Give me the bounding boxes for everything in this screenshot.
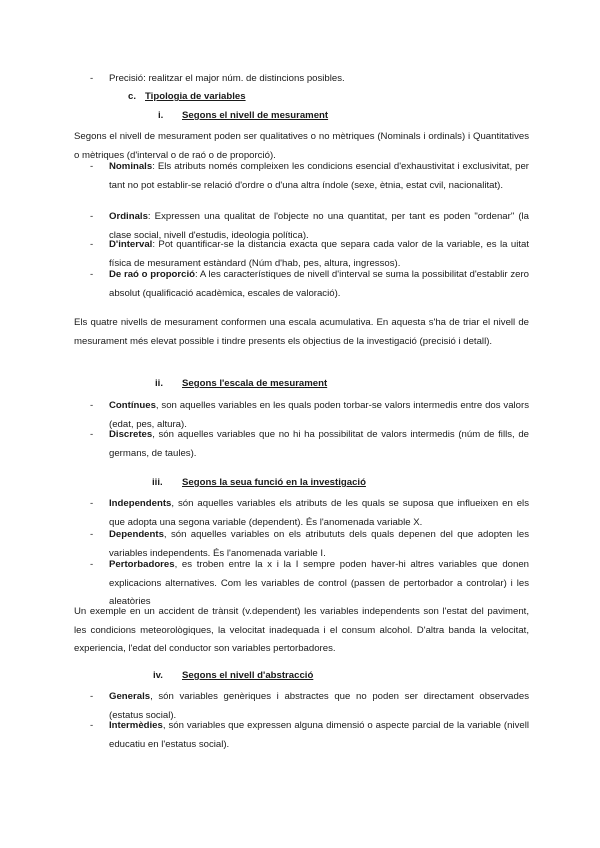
- list-item-term: Contínues: [109, 400, 156, 411]
- bullet-dash: -: [90, 429, 94, 440]
- list-item-term: Intermèdies: [109, 720, 163, 731]
- list-item-discretes: [90, 426, 529, 463]
- bullet-dash: -: [90, 211, 94, 222]
- paragraph-nivell-mesurament: Segons el nivell de mesurament poden ser qualitatives o no mètriques (Nominals i ordinals) i Quantitatives o mètriques (d'interval o de raó o de proporció).: [74, 131, 529, 161]
- list-item-text: , són variables genèriques i abstractes que no poden ser directament observades (estatus social).: [109, 691, 529, 721]
- list-item-text: , són aquelles variables els atributs de les quals se suposa que influeixen en els que adopta una segona variable (dependent). És l'anomenada variable X.: [109, 498, 529, 528]
- list-item-text: , són variables que expressen alguna dimensió o aspecte parcial de la variable (nivell educatiu en l'estatus social).: [109, 720, 529, 750]
- section-number: c.: [128, 91, 137, 102]
- list-item-text: , són aquelles variables que no hi ha possibilitat de valors intermedis (núm de fills, de germans, de taules).: [109, 429, 529, 459]
- list-item-text: , son aquelles variables en les quals poden torbar-se valors intermedis entre dos valors (edat, pes, altura).: [109, 400, 529, 430]
- list-item-text: : Pot quantificar-se la distancia exacta que separa cada valor de la variable, es la uitat física de mesurament estàndard (Núm d'hab, pes, altura, ingressos).: [109, 239, 529, 269]
- list-item-text: : Els atributs només compleixen les condicions esencial d'exhaustivitat i exclusivitat, per tant no pot establir-se relació d'ordre o d'una altra índole (sexe, ètnia, estat cvil, nacionalitat).: [109, 161, 529, 191]
- list-item-text: , són aquelles variables on els atribututs dels quals depenen del que adopten les variables independents. És l'anomenada variable I.: [109, 529, 529, 559]
- bullet-dash: -: [90, 498, 94, 509]
- list-item-term: Generals: [109, 691, 151, 702]
- section-title: Tipologia de variables: [145, 91, 246, 102]
- bullet-dash: -: [90, 529, 94, 540]
- bullet-dash: -: [90, 161, 94, 172]
- list-item-term: Dependents: [109, 529, 164, 540]
- subsection-title: Segons la seua funció en la investigació: [182, 477, 366, 488]
- list-item-term: D'interval: [109, 239, 153, 250]
- list-item-term: De raó o proporció: [109, 269, 196, 280]
- subsection-number: i.: [158, 110, 164, 121]
- subsection-number: ii.: [155, 378, 163, 389]
- list-item-text: Precisió: realitzar el major núm. de distincions posibles.: [109, 73, 345, 84]
- subsection-title: Segons el nivell d'abstracció: [182, 670, 314, 681]
- list-item-term: Discretes: [109, 429, 153, 440]
- list-item-precisio: [90, 70, 529, 89]
- list-item-term: Nominals: [109, 161, 153, 172]
- bullet-dash: -: [90, 720, 94, 731]
- list-item-text: : A les característiques de nivell d'interval se suma la possibilitat d'establir zero absolut (qualificació acadèmica, escales de valoració).: [109, 269, 529, 299]
- subsection-title: Segons l'escala de mesurament: [182, 378, 328, 389]
- subsection-number: iv.: [153, 670, 163, 681]
- list-item-text: , es troben entre la x i la I sempre poden haver-hi altres variables que donen explicacions alternatives. Com les variables de control (passen de pertorbador a controlar) i les aleatòries: [109, 559, 529, 608]
- list-item-term: Ordinals: [109, 211, 148, 222]
- bullet-dash: -: [90, 73, 94, 84]
- subsection-number: iii.: [152, 477, 163, 488]
- bullet-dash: -: [90, 559, 94, 570]
- list-item-intermedies: [90, 717, 529, 754]
- bullet-dash: -: [90, 400, 94, 411]
- list-item-nominals: [90, 158, 529, 195]
- subsection-title: Segons el nivell de mesurament: [182, 110, 329, 121]
- bullet-dash: -: [90, 239, 94, 250]
- bullet-dash: -: [90, 691, 94, 702]
- list-item-text: : Expressen una qualitat de l'objecte no una quantitat, per tant es poden "ordenar" (la clase social, nivell d'estudis, ideologia política).: [109, 211, 529, 241]
- paragraph-exemple-accident: Un exemple en un accident de trànsit (v.dependent) les variables independents son l'estat del paviment, les condicions meteorològiques, la velocitat inadequada i el consum alcohol. D'altra banda la velocitat, experiencia, l'edat del conductor son variables pertorbadores.: [74, 606, 529, 655]
- paragraph-escala-acumulativa: Els quatre nivells de mesurament conformen una escala acumulativa. En aquesta s'ha de triar el nivell de mesurament més elevat possible i tindre presents els objectius de la investigació (precisió i detall).: [74, 317, 529, 347]
- list-item-rao-proporcio: [90, 266, 529, 303]
- list-item-term: Pertorbadores: [109, 559, 175, 570]
- bullet-dash: -: [90, 269, 94, 280]
- list-item-term: Independents: [109, 498, 172, 509]
